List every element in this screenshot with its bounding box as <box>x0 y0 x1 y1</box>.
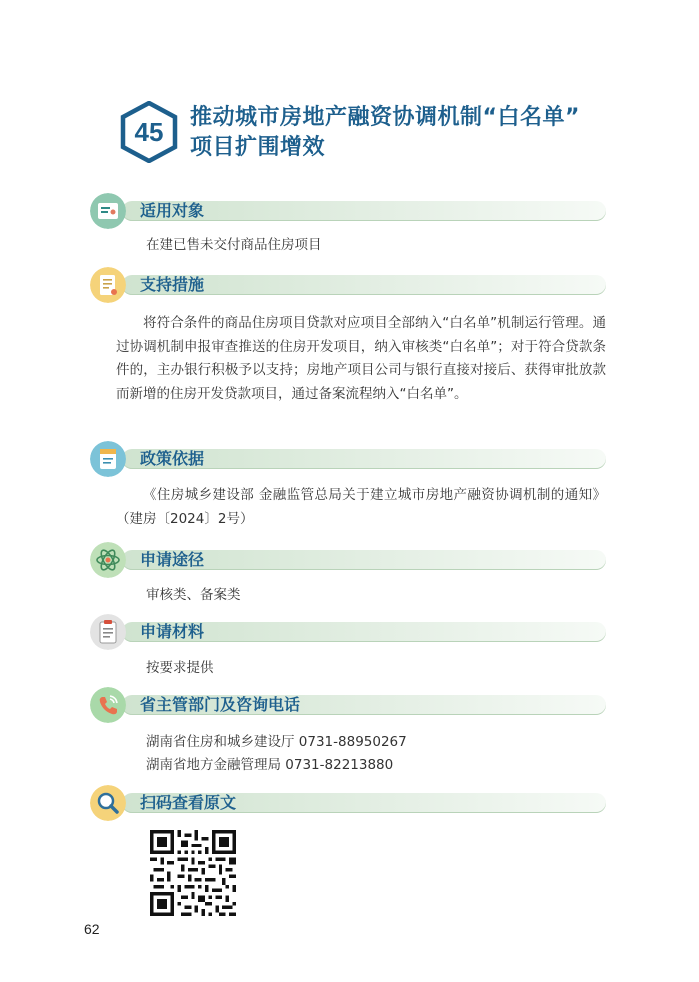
clipboard-icon <box>90 614 126 650</box>
title-line-2: 项目扩围增效 <box>190 135 326 160</box>
section-text-basis: 《住房城乡建设部 金融监管总局关于建立城市房地产融资协调机制的通知》（建房〔2024〕2号） <box>116 487 606 527</box>
contact-line-2: 湖南省地方金融管理局 0731-82213880 <box>146 757 394 773</box>
section-text-measures: 将符合条件的商品住房项目贷款对应项目全部纳入“白名单”机制运行管理。通过协调机制申报审查推送的住房开发项目，纳入审核类“白名单”；对于符合贷款条件的，主办银行积极予以支持；房地产项目公司与银行直接对接后、获得审批放款而新增的住房开发贷款项目，通过备案流程纳入“白名单”。 <box>116 315 606 402</box>
section-label-contact: 省主管部门及咨询电话 <box>140 695 301 714</box>
section-text-materials: 按要求提供 <box>146 660 214 676</box>
page-number: 62 <box>84 921 100 937</box>
section-header-scan <box>90 785 610 821</box>
section-text-channel: 审核类、备案类 <box>146 587 241 603</box>
atom-icon <box>90 542 126 578</box>
section-header-materials <box>90 614 610 650</box>
document-pen-icon <box>90 267 126 303</box>
phone-icon <box>90 687 126 723</box>
page-title <box>190 103 660 163</box>
section-header-measures <box>90 267 610 303</box>
section-label-basis: 政策依据 <box>140 449 205 468</box>
section-label-target: 适用对象 <box>140 201 205 220</box>
section-header-contact <box>90 687 610 723</box>
title-line-1: 推动城市房地产融资协调机制“白名单” <box>190 105 580 130</box>
id-card-icon <box>90 193 126 229</box>
item-number: 45 <box>134 117 164 147</box>
section-header-basis <box>90 441 610 477</box>
section-header-target <box>90 193 610 229</box>
contact-line-1: 湖南省住房和城乡建设厅 0731-88950267 <box>146 734 407 750</box>
magnifier-icon <box>90 785 126 821</box>
section-label-measures: 支持措施 <box>140 275 205 294</box>
qr-code[interactable] <box>150 830 236 916</box>
section-label-channel: 申请途径 <box>140 550 205 569</box>
book-icon <box>90 441 126 477</box>
section-text-target: 在建已售未交付商品住房项目 <box>146 237 322 253</box>
section-label-materials: 申请材料 <box>140 622 205 641</box>
section-label-scan: 扫码查看原文 <box>140 793 237 812</box>
section-header-channel <box>90 542 610 578</box>
